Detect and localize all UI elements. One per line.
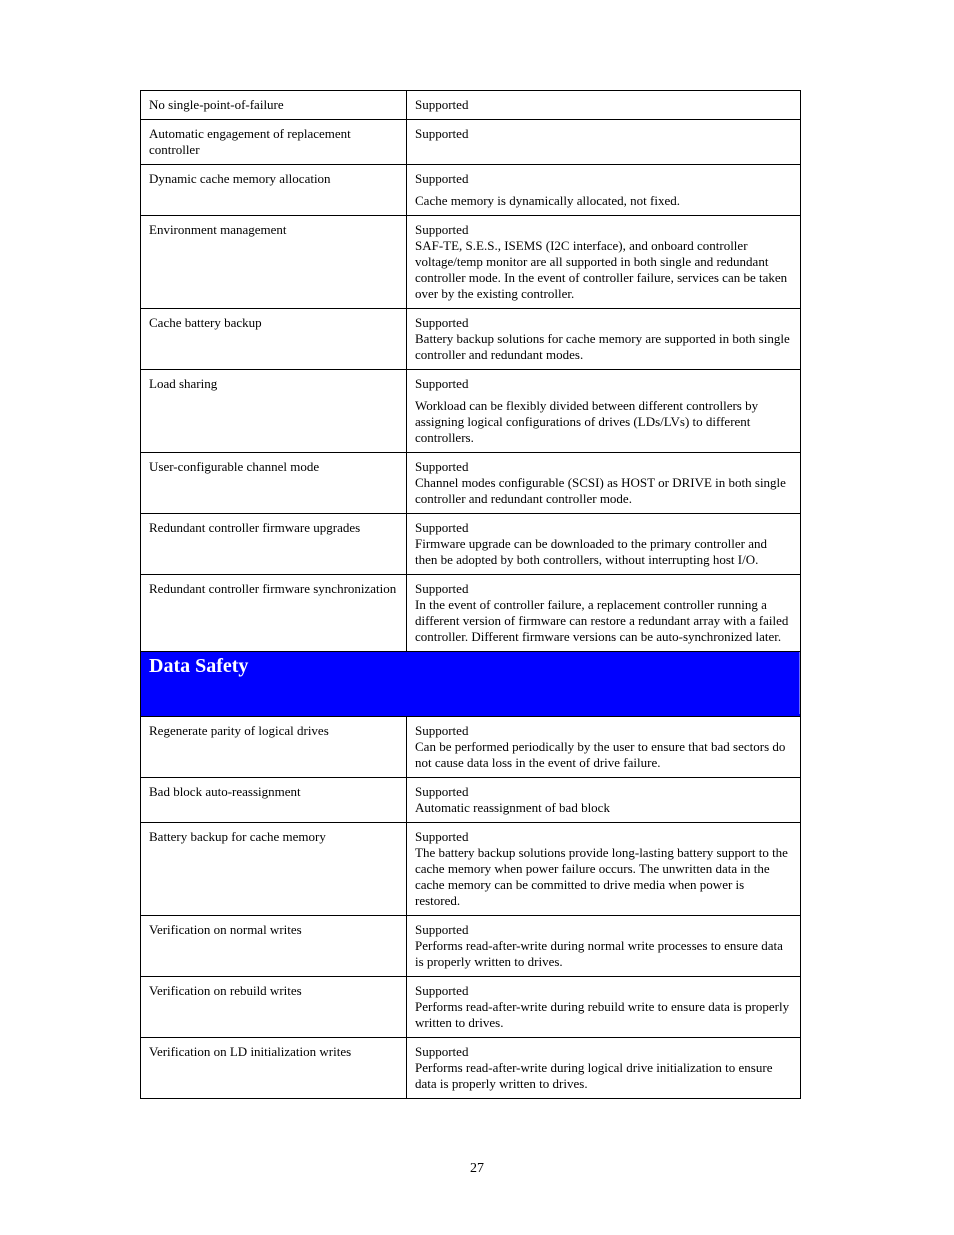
- section-header-cell: [141, 652, 801, 717]
- support-status: Supported: [415, 723, 469, 738]
- table-row: [141, 216, 801, 309]
- table-row: [141, 575, 801, 652]
- feature-support-cell: [407, 216, 801, 309]
- feature-support-cell: [407, 453, 801, 514]
- support-status: Supported: [415, 315, 469, 330]
- support-status: Supported: [415, 983, 469, 998]
- feature-name-cell: Redundant controller firmware upgrades: [141, 514, 407, 575]
- support-detail: In the event of controller failure, a replacement controller running a different version of firmware can restore a redundant array with a failed controller. Different firmware versions can be auto-synchronized later.: [415, 597, 789, 644]
- support-detail: Channel modes configurable (SCSI) as HOST or DRIVE in both single controller and redundant controller mode.: [415, 475, 786, 506]
- feature-support-cell: [407, 1038, 801, 1099]
- page-number: 27: [470, 1161, 484, 1176]
- feature-support-cell: [407, 977, 801, 1038]
- support-status: Supported: [415, 520, 469, 535]
- support-detail: The battery backup solutions provide long-lasting battery support to the cache memory when power failure occurs. The unwritten data in the cache memory can be committed to drive media when power is restored.: [415, 845, 788, 908]
- support-status: Supported: [415, 829, 469, 844]
- support-detail: Battery backup solutions for cache memory are supported in both single controller and redundant modes.: [415, 331, 790, 362]
- feature-support-cell: [407, 778, 801, 823]
- support-status: Supported: [415, 97, 469, 112]
- feature-support-cell: [407, 370, 801, 453]
- feature-name-cell: Environment management: [141, 216, 407, 309]
- feature-support-cell: [407, 514, 801, 575]
- feature-name-cell: Battery backup for cache memory: [141, 823, 407, 916]
- support-detail: Performs read-after-write during rebuild write to ensure data is properly written to drives.: [415, 999, 790, 1030]
- support-detail: SAF-TE, S.E.S., ISEMS (I2C interface), and onboard controller voltage/temp monitor are all supported in both single and redundant controller mode. In the event of controller failure, services can be taken over by the existing controller.: [415, 238, 788, 301]
- table-row: [141, 823, 801, 916]
- feature-name-cell: User-configurable channel mode: [141, 453, 407, 514]
- support-status: Supported: [415, 126, 469, 141]
- feature-support-cell: [407, 165, 801, 216]
- support-detail: Automatic reassignment of bad block: [415, 800, 610, 815]
- feature-support-cell: [407, 120, 801, 165]
- feature-name-cell: Verification on normal writes: [141, 916, 407, 977]
- support-detail: Performs read-after-write during logical drive initialization to ensure data is properly written to drives.: [415, 1060, 773, 1091]
- support-status: Supported: [415, 1044, 469, 1059]
- table-row: [141, 916, 801, 977]
- feature-support-cell: [407, 717, 801, 778]
- table-row: [141, 453, 801, 514]
- feature-support-cell: [407, 575, 801, 652]
- section-title: Data Safety: [149, 655, 249, 677]
- feature-name-cell: Automatic engagement of replacement controller: [141, 120, 407, 165]
- support-status: Supported: [415, 784, 469, 799]
- feature-name-cell: Dynamic cache memory allocation: [141, 165, 407, 216]
- support-status: Supported: [415, 376, 469, 391]
- support-status: Supported: [415, 222, 469, 237]
- table-row: [141, 1038, 801, 1099]
- section-header-group: [141, 652, 801, 717]
- feature-table-bottom: [141, 717, 801, 1099]
- feature-support-cell: [407, 91, 801, 120]
- feature-name-cell: Load sharing: [141, 370, 407, 453]
- feature-table-top: [141, 91, 801, 652]
- support-detail: Cache memory is dynamically allocated, not fixed.: [415, 193, 680, 208]
- table-row: [141, 165, 801, 216]
- support-status: Supported: [415, 922, 469, 937]
- support-detail: Performs read-after-write during normal write processes to ensure data is properly written to drives.: [415, 938, 783, 969]
- table-row: [141, 120, 801, 165]
- table-row: [141, 91, 801, 120]
- section-header-band: [141, 652, 800, 714]
- feature-name-cell: Cache battery backup: [141, 309, 407, 370]
- table-row: [141, 309, 801, 370]
- table-row: [141, 717, 801, 778]
- table-row: [141, 370, 801, 453]
- support-status: Supported: [415, 459, 469, 474]
- feature-support-cell: [407, 823, 801, 916]
- support-status: Supported: [415, 171, 469, 186]
- feature-name-cell: Redundant controller firmware synchronization: [141, 575, 407, 652]
- table-row: [141, 514, 801, 575]
- feature-name-cell: Verification on LD initialization writes: [141, 1038, 407, 1099]
- support-status: Supported: [415, 581, 469, 596]
- support-detail: Workload can be flexibly divided between different controllers by assigning logical configurations of drives (LDs/LVs) to different controllers.: [415, 398, 759, 445]
- feature-name-cell: Regenerate parity of logical drives: [141, 717, 407, 778]
- section-header-row: [141, 652, 801, 717]
- feature-name-cell: Verification on rebuild writes: [141, 977, 407, 1038]
- feature-table: [140, 90, 801, 1099]
- feature-name-cell: No single-point-of-failure: [141, 91, 407, 120]
- table-row: [141, 977, 801, 1038]
- support-detail: Can be performed periodically by the user to ensure that bad sectors do not cause data loss in the event of drive failure.: [415, 739, 786, 770]
- table-row: [141, 778, 801, 823]
- support-detail: Firmware upgrade can be downloaded to the primary controller and then be adopted by both controllers, without interrupting host I/O.: [415, 536, 767, 567]
- feature-name-cell: Bad block auto-reassignment: [141, 778, 407, 823]
- feature-support-cell: [407, 916, 801, 977]
- feature-support-cell: [407, 309, 801, 370]
